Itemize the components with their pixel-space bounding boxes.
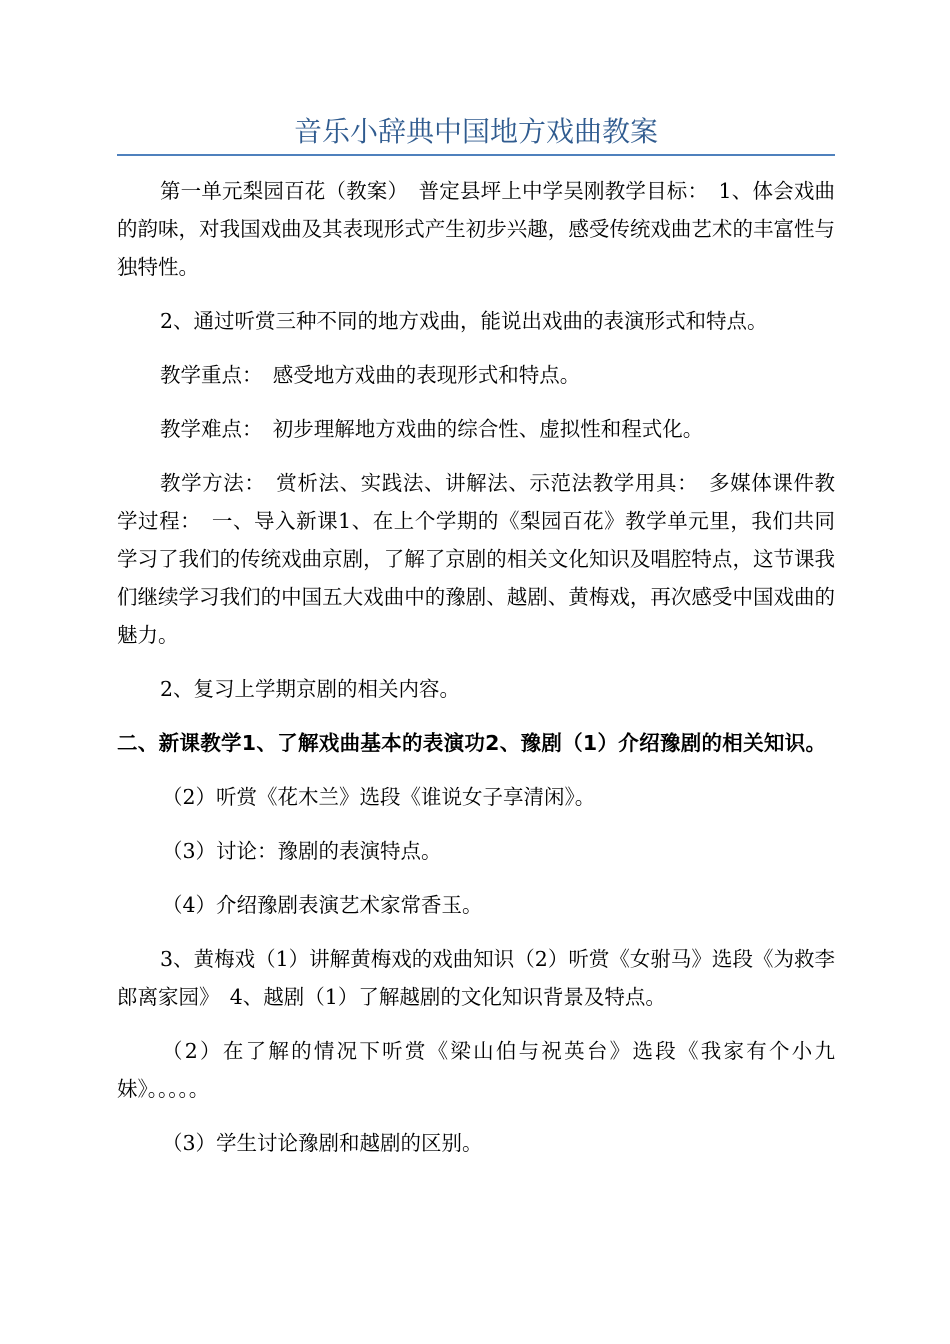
paragraph-key-points: 教学重点： 感受地方戏曲的表现形式和特点。 <box>160 363 581 387</box>
list-item-henan-opera-listen: （2）听赏《花木兰》选段《谁说女子享清闲》。 <box>162 785 596 809</box>
paragraph-difficulties: 教学难点： 初步理解地方戏曲的综合性、虚拟性和程式化。 <box>160 417 704 441</box>
paragraph-huangmei-and-yue: 3、黄梅戏（1）讲解黄梅戏的戏曲知识（2）听赏《女驸马》选段《为救李郎离家园》 4、越剧（1）了解越剧的文化知识背景及特点。 <box>117 947 835 1009</box>
list-item-compare-operas: （3）学生讨论豫剧和越剧的区别。 <box>162 1131 483 1155</box>
paragraph-methods-and-intro: 教学方法： 赏析法、实践法、讲解法、示范法教学用具： 多媒体课件教学过程： 一、导入新课1、在上个学期的《梨园百花》教学单元里，我们共同学习了我们的传统戏曲京剧，了解了京剧的相关文化知识及唱腔特点，这节课我们继续学习我们的中国五大戏曲中的豫剧、越剧、黄梅戏，再次感受中国戏曲的魅力。 <box>117 471 835 647</box>
paragraph-review: 2、复习上学期京剧的相关内容。 <box>160 677 461 701</box>
list-item-yue-opera-listen: （2）在了解的情况下听赏《梁山伯与祝英台》选段《我家有个小九妹》。。。。。 <box>117 1039 835 1101</box>
section-heading-new-lesson: 二、新课教学1、了解戏曲基本的表演功2、豫剧（1）介绍豫剧的相关知识。 <box>117 731 827 755</box>
list-item-henan-opera-discuss: （3）讨论：豫剧的表演特点。 <box>162 839 442 863</box>
paragraph-objective-2: 2、通过听赏三种不同的地方戏曲，能说出戏曲的表演形式和特点。 <box>160 309 768 333</box>
document-body <box>117 172 835 1178</box>
document-title: 音乐小辞典中国地方戏曲教案 <box>293 115 658 148</box>
list-item-henan-opera-artist: （4）介绍豫剧表演艺术家常香玉。 <box>162 893 483 917</box>
title-underline <box>117 154 835 156</box>
paragraph-objectives: 第一单元梨园百花（教案） 普定县坪上中学吴刚教学目标： 1、体会戏曲的韵味，对我国戏曲及其表现形式产生初步兴趣，感受传统戏曲艺术的丰富性与独特性。 <box>117 179 835 279</box>
